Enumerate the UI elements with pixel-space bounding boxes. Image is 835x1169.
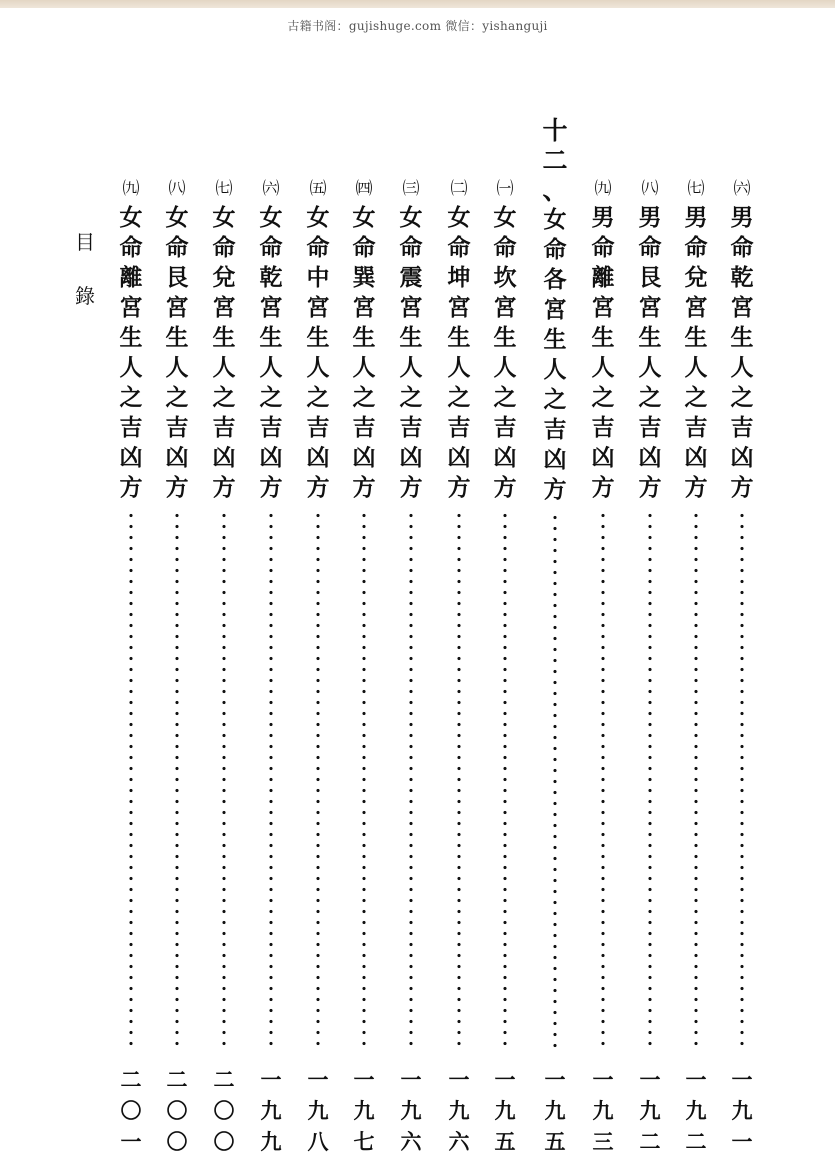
page-number-char: 〇 <box>166 1129 188 1154</box>
page-number-char: 一 <box>307 1067 329 1092</box>
entry-text-char: 命 <box>493 234 517 261</box>
page-number-char: 九 <box>731 1098 753 1123</box>
entry-text-char: 吉 <box>543 416 567 443</box>
entry-text-char: 生 <box>165 324 189 351</box>
entry-heading <box>391 172 431 506</box>
entry-text-char: 之 <box>543 386 567 413</box>
page-number-char: 一 <box>400 1067 422 1092</box>
entry-text-char: 宮 <box>352 294 376 321</box>
entry-text-char: 凶 <box>684 444 708 471</box>
entry-text-char: 宮 <box>543 296 567 323</box>
entry-text-char: 凶 <box>259 444 283 471</box>
entry-text-char: 凶 <box>447 444 471 471</box>
entry-text-char: 兌 <box>212 264 236 291</box>
entry-text-char: 命 <box>684 234 708 261</box>
entry-text-char: 坎 <box>493 264 517 291</box>
entry-text-char: 凶 <box>352 444 376 471</box>
leader-dots <box>362 510 366 1049</box>
entry-text-char: 方 <box>493 474 517 501</box>
page-number-char: 一 <box>592 1067 614 1092</box>
entry-text-char: 之 <box>684 384 708 411</box>
entry-text-char: 宮 <box>730 294 754 321</box>
entry-text-char: 乾 <box>259 264 283 291</box>
leader-dots <box>601 510 605 1049</box>
entry-text-char: 之 <box>259 384 283 411</box>
page-number-char: 〇 <box>213 1129 235 1154</box>
entry-text-char: 兌 <box>684 264 708 291</box>
entry-text-char: 命 <box>447 234 471 261</box>
entry-text-char: 人 <box>306 354 330 381</box>
entry-text-char: 生 <box>730 324 754 351</box>
entry-text-char: 各 <box>543 266 567 293</box>
entry-text-char: 吉 <box>591 414 615 441</box>
entry-text-char: 離 <box>591 264 615 291</box>
page-number-char: 六 <box>448 1129 470 1154</box>
entry-text-char: 生 <box>493 324 517 351</box>
page-number <box>722 1069 762 1162</box>
entry-number: ㈣ <box>355 178 373 199</box>
top-border <box>0 0 835 8</box>
entry-text-char: 之 <box>493 384 517 411</box>
entry-text-char: 吉 <box>399 414 423 441</box>
entry-text-char: 男 <box>638 204 662 231</box>
entry-text-char: 人 <box>730 354 754 381</box>
page-number-char: 九 <box>494 1098 516 1123</box>
page-number-char: 九 <box>544 1098 566 1123</box>
page-number-char: 一 <box>353 1067 375 1092</box>
entry-number: ㈨ <box>594 178 612 199</box>
entry-text-char: 宮 <box>684 294 708 321</box>
entry-text-char: 命 <box>543 236 567 263</box>
entry-text-char: 方 <box>684 474 708 501</box>
entry-heading <box>298 172 338 506</box>
entry-text-char: 命 <box>212 234 236 261</box>
entry-number: ㈧ <box>168 178 186 199</box>
entry-text-char: 之 <box>730 384 754 411</box>
entry-text-char: 生 <box>447 324 471 351</box>
entry-text-char: 生 <box>399 324 423 351</box>
page-number-char: 五 <box>544 1129 566 1154</box>
entry-text-char: 女 <box>119 204 143 231</box>
entry-text-char: 生 <box>259 324 283 351</box>
entry-text-char: 凶 <box>730 444 754 471</box>
leader-dots <box>694 510 698 1049</box>
entry-text-char: 宮 <box>119 294 143 321</box>
entry-heading <box>439 172 479 506</box>
entry-text-char: 人 <box>591 354 615 381</box>
leader-dots <box>457 510 461 1049</box>
leader-dots <box>316 510 320 1049</box>
entry-text-char: 吉 <box>684 414 708 441</box>
toc-entry[interactable] <box>722 172 762 1162</box>
entry-heading <box>251 172 291 506</box>
entry-text-char: 命 <box>306 234 330 261</box>
entry-text-char: 吉 <box>447 414 471 441</box>
entry-number: ㈧ <box>641 178 659 199</box>
entry-text-char: 生 <box>684 324 708 351</box>
entry-text-char: 命 <box>119 234 143 261</box>
entry-number: ㈦ <box>215 178 233 199</box>
entry-number: ㈡ <box>450 178 468 199</box>
page-number-char: 一 <box>685 1067 707 1092</box>
toc-entry[interactable] <box>630 172 670 1162</box>
entry-text-char: 艮 <box>638 264 662 291</box>
entry-text-char: 人 <box>212 354 236 381</box>
title-char-1: 目 <box>75 230 95 254</box>
entry-text-char: 男 <box>684 204 708 231</box>
entry-text-char: 生 <box>212 324 236 351</box>
chapter-number-char: 、 <box>542 176 568 205</box>
entry-text-char: 女 <box>543 206 567 233</box>
entry-text-char: 女 <box>447 204 471 231</box>
entry-number: ㈨ <box>122 178 140 199</box>
entry-text-char: 凶 <box>543 446 567 473</box>
page-number-char: 五 <box>494 1129 516 1154</box>
entry-text-char: 宮 <box>591 294 615 321</box>
entry-text-char: 凶 <box>212 444 236 471</box>
entry-text-char: 之 <box>212 384 236 411</box>
page-number-char: 九 <box>685 1098 707 1123</box>
page-number <box>630 1069 670 1162</box>
chapter-number-char: 十 <box>542 116 568 145</box>
page-number-char: 三 <box>592 1129 614 1154</box>
entry-text-char: 之 <box>165 384 189 411</box>
entry-text-char: 之 <box>638 384 662 411</box>
entry-text-char: 巽 <box>352 264 376 291</box>
entry-text-char: 方 <box>165 474 189 501</box>
entry-text-char: 人 <box>352 354 376 381</box>
leader-dots <box>175 510 179 1049</box>
page-number-char: 〇 <box>213 1098 235 1123</box>
page-number-char: 九 <box>353 1098 375 1123</box>
section-title <box>70 232 100 306</box>
page-number-char: 九 <box>448 1098 470 1123</box>
toc-entry[interactable] <box>439 172 479 1162</box>
page-number <box>485 1069 525 1162</box>
entry-heading <box>485 172 525 506</box>
entry-text-char: 吉 <box>730 414 754 441</box>
entry-text-char: 凶 <box>638 444 662 471</box>
page-number-char: 六 <box>400 1129 422 1154</box>
entry-text-char: 女 <box>165 204 189 231</box>
toc-entry[interactable] <box>111 172 151 1162</box>
entry-text-char: 吉 <box>259 414 283 441</box>
entry-text-char: 宮 <box>638 294 662 321</box>
entry-text-char: 方 <box>730 474 754 501</box>
toc-entry[interactable] <box>298 172 338 1162</box>
page-number-char: 九 <box>307 1098 329 1123</box>
entry-text-char: 凶 <box>493 444 517 471</box>
entry-text-char: 人 <box>684 354 708 381</box>
entry-heading <box>722 172 762 506</box>
entry-text-char: 方 <box>543 476 567 503</box>
page-number <box>251 1069 291 1162</box>
entry-text-char: 生 <box>306 324 330 351</box>
entry-text-char: 凶 <box>399 444 423 471</box>
entry-text-char: 生 <box>638 324 662 351</box>
entry-text-char: 人 <box>259 354 283 381</box>
entry-text-char: 艮 <box>165 264 189 291</box>
entry-text-char: 宮 <box>447 294 471 321</box>
page-number-char: 二 <box>120 1067 142 1092</box>
toc-entry[interactable] <box>583 172 623 1162</box>
page-number-char: 一 <box>494 1067 516 1092</box>
page-number-char: 九 <box>592 1098 614 1123</box>
entry-text-char: 宮 <box>212 294 236 321</box>
entry-text-char: 吉 <box>212 414 236 441</box>
entry-heading <box>204 172 244 506</box>
page-number-char: 一 <box>731 1067 753 1092</box>
entry-text-char: 人 <box>493 354 517 381</box>
chapter-number-char: 二 <box>542 146 568 175</box>
entry-text-char: 吉 <box>306 414 330 441</box>
entry-number: ㈦ <box>687 178 705 199</box>
entry-text-char: 吉 <box>119 414 143 441</box>
entry-text-char: 女 <box>306 204 330 231</box>
entry-text-char: 命 <box>730 234 754 261</box>
entry-text-char: 方 <box>638 474 662 501</box>
entry-number: ㈥ <box>733 178 751 199</box>
leader-dots <box>129 510 133 1049</box>
page-number-char: 一 <box>260 1067 282 1092</box>
entry-text-char: 人 <box>638 354 662 381</box>
entry-text-char: 宮 <box>306 294 330 321</box>
entry-text-char: 命 <box>638 234 662 261</box>
entry-heading <box>344 172 384 506</box>
entry-text-char: 生 <box>352 324 376 351</box>
entry-text-char: 宮 <box>399 294 423 321</box>
title-char-2: 錄 <box>75 284 95 308</box>
entry-text-char: 命 <box>259 234 283 261</box>
entry-text-char: 女 <box>259 204 283 231</box>
toc-entry[interactable] <box>157 172 197 1162</box>
entry-text-char: 命 <box>591 234 615 261</box>
page-number <box>391 1069 431 1162</box>
entry-text-char: 生 <box>543 326 567 353</box>
entry-text-char: 乾 <box>730 264 754 291</box>
leader-dots <box>503 510 507 1049</box>
entry-heading <box>111 172 151 506</box>
entry-heading <box>583 172 623 506</box>
toc-entry[interactable] <box>204 172 244 1162</box>
page-number-char: 一 <box>120 1129 142 1154</box>
toc-entry[interactable] <box>676 172 716 1162</box>
page-number-char: 一 <box>731 1129 753 1154</box>
page-number <box>111 1069 151 1162</box>
entry-text-char: 之 <box>306 384 330 411</box>
entry-number: ㈢ <box>402 178 420 199</box>
page-number-char: 八 <box>307 1129 329 1154</box>
page-number <box>676 1069 716 1162</box>
watermark-header: 古籍书阁：gujishuge.com 微信：yishanguji <box>287 19 548 33</box>
entry-text-char: 方 <box>212 474 236 501</box>
toc-entry[interactable] <box>344 172 384 1162</box>
entry-text-char: 宮 <box>493 294 517 321</box>
entry-heading <box>630 172 670 506</box>
page-number <box>298 1069 338 1162</box>
entry-text-char: 凶 <box>591 444 615 471</box>
page-number-char: 九 <box>639 1098 661 1123</box>
page-number-char: 七 <box>353 1129 375 1154</box>
entry-text-char: 生 <box>119 324 143 351</box>
entry-text-char: 女 <box>493 204 517 231</box>
entry-text-char: 之 <box>447 384 471 411</box>
entry-number: ㈤ <box>309 178 327 199</box>
entry-text-char: 之 <box>591 384 615 411</box>
entry-text-char: 之 <box>399 384 423 411</box>
page-number-char: 一 <box>448 1067 470 1092</box>
entry-text-char: 凶 <box>119 444 143 471</box>
entry-text-char: 之 <box>352 384 376 411</box>
page-number <box>439 1069 479 1162</box>
entry-text-char: 之 <box>119 384 143 411</box>
entry-text-char: 命 <box>352 234 376 261</box>
page-number-char: 二 <box>166 1067 188 1092</box>
entry-text-char: 女 <box>352 204 376 231</box>
entry-text-char: 離 <box>119 264 143 291</box>
entry-text-char: 中 <box>306 264 330 291</box>
entry-text-char: 男 <box>730 204 754 231</box>
entry-text-char: 吉 <box>638 414 662 441</box>
entry-text-char: 女 <box>399 204 423 231</box>
entry-text-char: 男 <box>591 204 615 231</box>
entry-text-char: 人 <box>165 354 189 381</box>
page-number-char: 二 <box>213 1067 235 1092</box>
entry-text-char: 吉 <box>352 414 376 441</box>
page-number-char: 九 <box>260 1129 282 1154</box>
entry-text-char: 女 <box>212 204 236 231</box>
page-number-char: 二 <box>685 1129 707 1154</box>
toc-entry[interactable] <box>485 172 525 1162</box>
entry-number: ㈥ <box>262 178 280 199</box>
page-number-char: 九 <box>260 1098 282 1123</box>
entry-text-char: 命 <box>165 234 189 261</box>
page-number <box>157 1069 197 1162</box>
leader-dots <box>740 510 744 1049</box>
entry-text-char: 人 <box>119 354 143 381</box>
entry-text-char: 方 <box>119 474 143 501</box>
page-number <box>344 1069 384 1162</box>
entry-heading <box>676 172 716 506</box>
entry-heading <box>157 172 197 506</box>
leader-dots <box>409 510 413 1049</box>
leader-dots <box>222 510 226 1049</box>
page-number-char: 〇 <box>120 1098 142 1123</box>
entry-text-char: 宮 <box>259 294 283 321</box>
entry-text-char: 方 <box>352 474 376 501</box>
toc-entry[interactable] <box>251 172 291 1162</box>
toc-entry[interactable] <box>535 118 575 1162</box>
page-number-char: 一 <box>544 1067 566 1092</box>
leader-dots <box>553 512 557 1051</box>
page-number-char: 二 <box>639 1129 661 1154</box>
page-number <box>583 1069 623 1162</box>
entry-text-char: 吉 <box>165 414 189 441</box>
page-number <box>535 1069 575 1162</box>
entry-text-char: 人 <box>447 354 471 381</box>
entry-text-char: 方 <box>591 474 615 501</box>
toc-entry[interactable] <box>391 172 431 1162</box>
page-number-char: 〇 <box>166 1098 188 1123</box>
entry-text-char: 震 <box>399 264 423 291</box>
leader-dots <box>648 510 652 1049</box>
entry-text-char: 人 <box>399 354 423 381</box>
entry-text-char: 人 <box>543 356 567 383</box>
page-number <box>204 1069 244 1162</box>
entry-heading <box>535 118 575 508</box>
entry-text-char: 方 <box>447 474 471 501</box>
entry-text-char: 宮 <box>165 294 189 321</box>
leader-dots <box>269 510 273 1049</box>
page-number-char: 九 <box>400 1098 422 1123</box>
entry-text-char: 命 <box>399 234 423 261</box>
entry-text-char: 吉 <box>493 414 517 441</box>
entry-text-char: 生 <box>591 324 615 351</box>
page-number-char: 一 <box>639 1067 661 1092</box>
entry-text-char: 方 <box>306 474 330 501</box>
entry-text-char: 坤 <box>447 264 471 291</box>
entry-text-char: 方 <box>259 474 283 501</box>
entry-text-char: 凶 <box>165 444 189 471</box>
entry-text-char: 方 <box>399 474 423 501</box>
entry-text-char: 凶 <box>306 444 330 471</box>
entry-number: ㈠ <box>496 178 514 199</box>
